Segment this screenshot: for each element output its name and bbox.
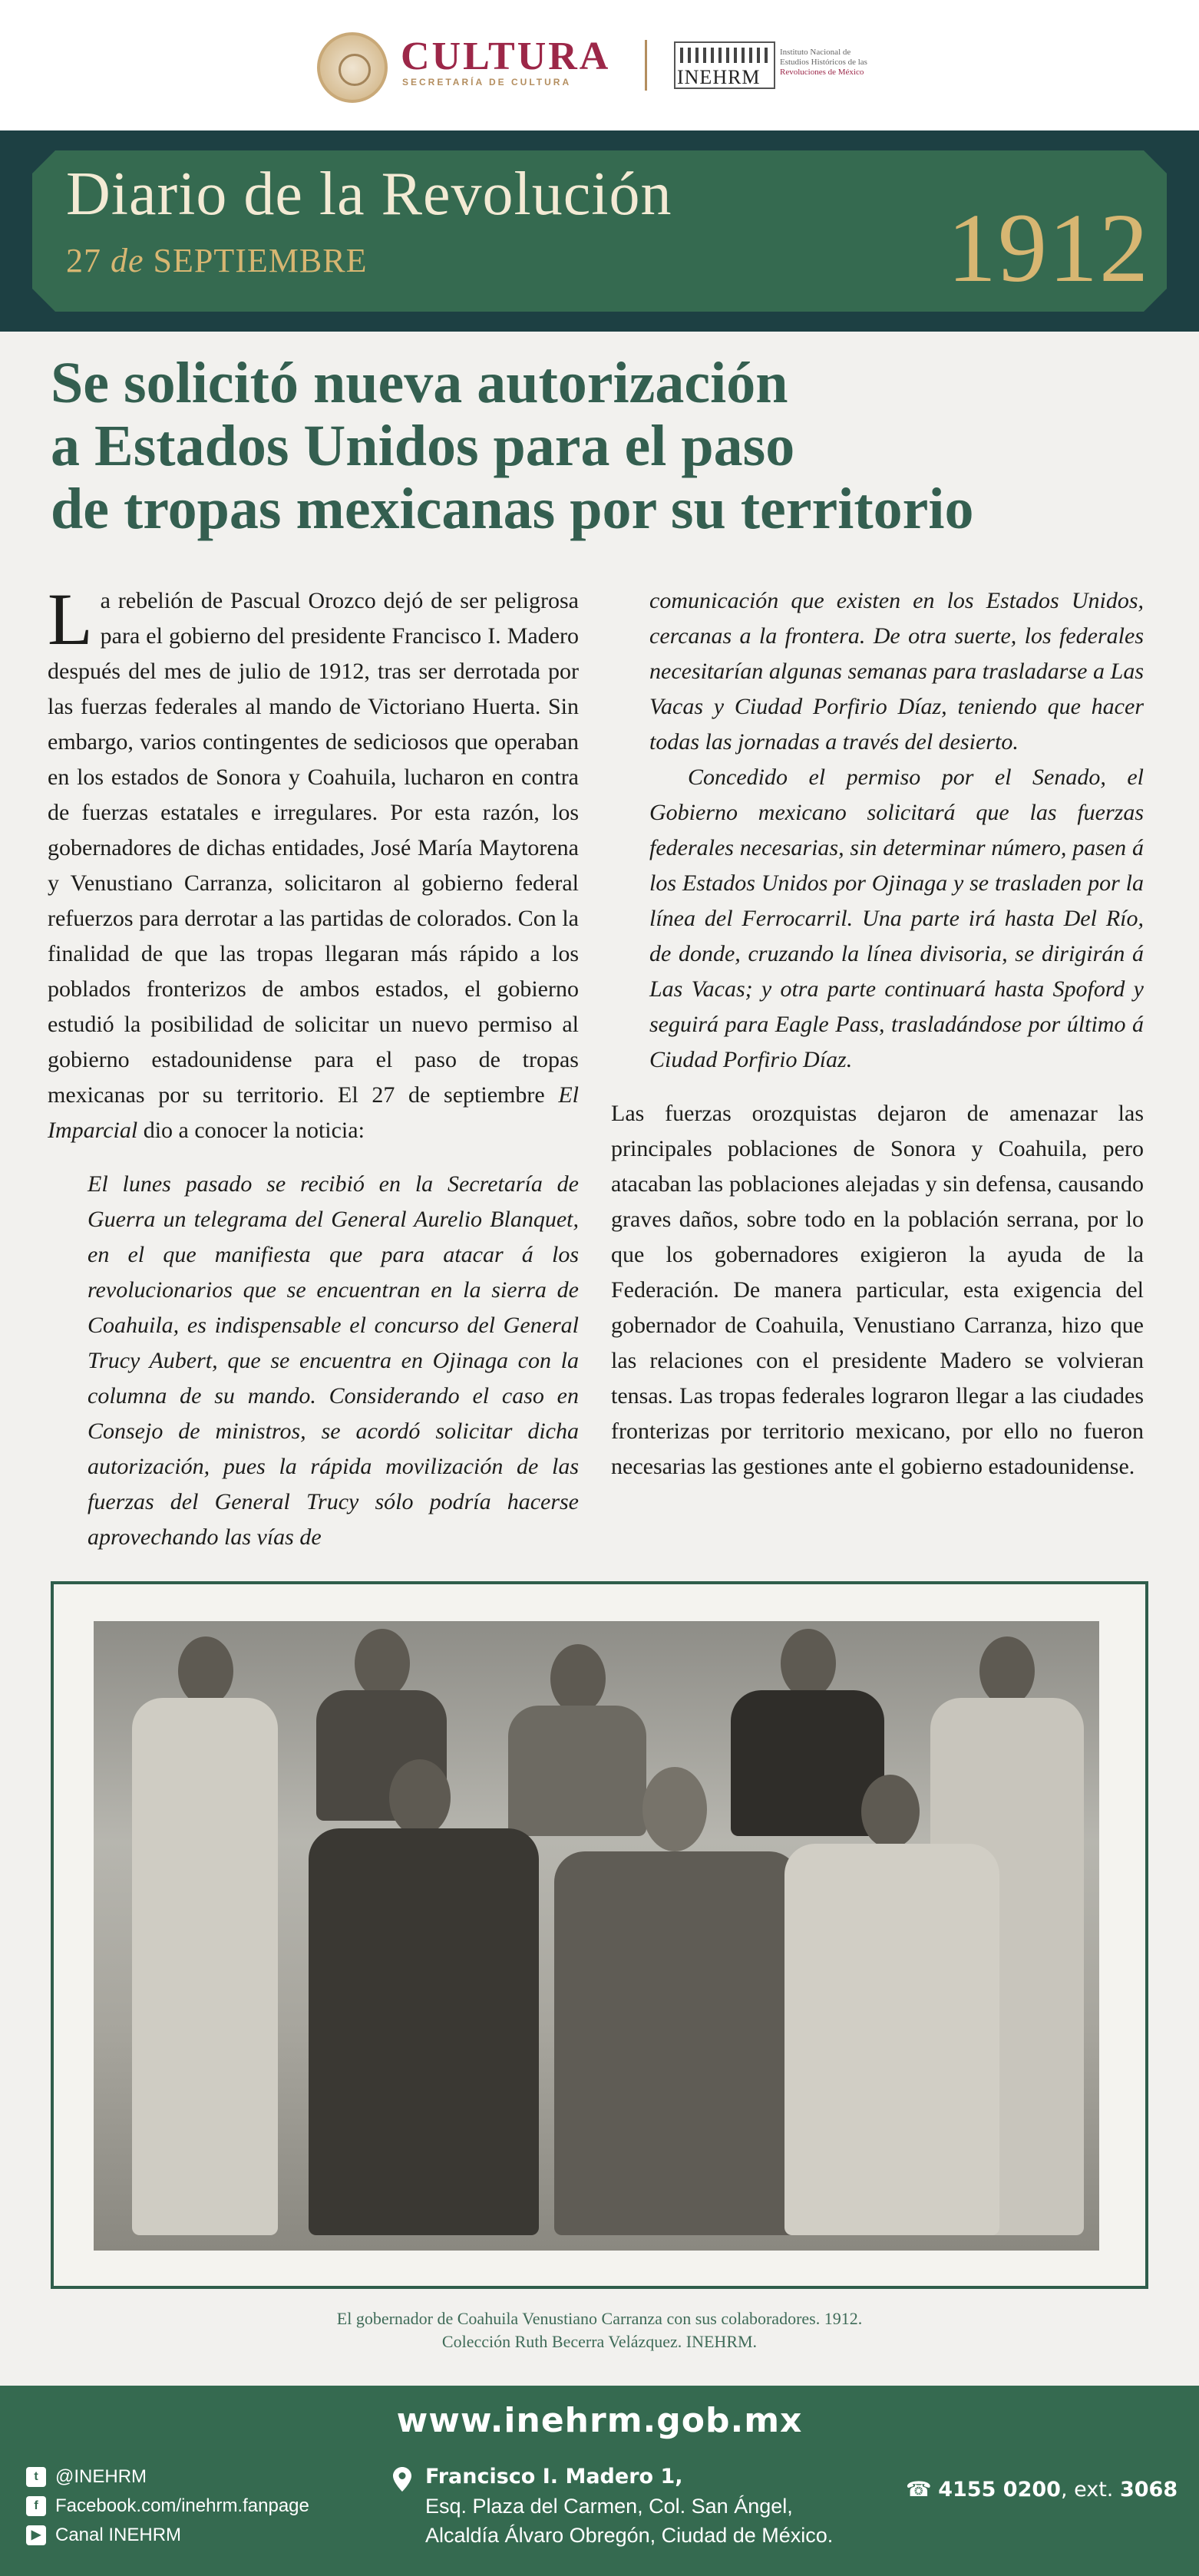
- block-quote-1-continued: comunicación que existen en los Estados Unidos, cercanas a la frontera. De otra suerte, los federales necesitarían algunas semanas para trasladarse a Las Vacas y Ciudad Porfirio Díaz, teniendo que hacer todas las jornadas a través del desierto.: [649, 588, 1144, 755]
- twitter-handle: @INEHRM: [55, 2466, 147, 2487]
- drop-cap: L: [48, 578, 93, 660]
- article-headline: [51, 352, 1156, 540]
- phone-icon: ☎: [906, 2478, 932, 2502]
- inehrm-logo-acronym: INEHRM: [677, 66, 761, 88]
- headline-line-1: Se solicitó nueva autorización: [51, 351, 788, 415]
- mexico-seal-icon: [317, 32, 388, 103]
- block-quote-2: Concedido el permiso por el Senado, el Gobierno mexicano solicitará que las fuerzas federales necesarias, sin determinar número, pasen á los Estados Unidos por Ojinaga y se trasladen por la línea del Ferrocarril. Una parte irá hasta Del Río, de donde, cruzando la línea divisoria, se dirigirán á Las Vacas; y otra parte continuará hasta Spoford y seguirá para Eagle Pass, trasladándose por último á Ciudad Porfirio Díaz.: [649, 765, 1144, 1072]
- address-line-2: Esq. Plaza del Carmen, Col. San Ángel,: [425, 2495, 793, 2518]
- banner-day: 27: [66, 242, 101, 279]
- inehrm-logo-text: [780, 48, 918, 78]
- address-block: [425, 2462, 833, 2550]
- inehrm-line-3: Revoluciones de México: [780, 68, 864, 77]
- facebook-icon: f: [26, 2496, 46, 2516]
- historical-group-photo: [94, 1621, 1099, 2251]
- banner-de: de: [111, 242, 144, 279]
- photo-figure: [124, 1636, 286, 2235]
- youtube-channel: Canal INEHRM: [55, 2525, 182, 2545]
- photo-figure: [554, 1767, 800, 2235]
- youtube-link[interactable]: [26, 2521, 309, 2550]
- cultura-logo-subtitle: SECRETARÍA DE CULTURA: [402, 77, 572, 88]
- location-pin-icon: [393, 2467, 411, 2492]
- article-paragraph-2: Las fuerzas orozquistas dejaron de amenazar las principales poblaciones de Sonora y Coahuila, pero atacaban las poblaciones alejadas y sin defensa, causando graves daños, sobre todo en la población serrana, por lo que los gobernadores exigieron la ayuda de la Federación. De manera particular, esta exigencia del gobernador de Coahuila, Venustiano Carranza, hizo que las relaciones con el presidente Madero se volvieran tensas. Las tropas federales lograron llegar a las ciudades fronterizas por territorio mexicano, por ello no fueron necesarias las gestiones ante el gobierno estadounidense.: [611, 1101, 1144, 1479]
- phone-extension: 3068: [1119, 2478, 1178, 2502]
- article-column-right: [611, 583, 1144, 1485]
- photo-figure: [784, 1775, 999, 2235]
- photo-caption: [0, 2307, 1199, 2353]
- caption-line-1: El gobernador de Coahuila Venustiano Carranza con sus colaboradores. 1912.: [336, 2309, 863, 2328]
- inehrm-line-1: Instituto Nacional de: [780, 48, 851, 57]
- website-link[interactable]: www.inehrm.gob.mx: [396, 2401, 803, 2440]
- address-line-3: Alcaldía Álvaro Obregón, Ciudad de México.: [425, 2524, 834, 2547]
- paragraph-1-text: a rebelión de Pascual Orozco dejó de ser peligrosa para el gobierno del presidente Francisco I. Madero después del mes de julio de 1912, tras ser derrotada por las fuerzas federales al mando de Victoriano Huerta. Sin embargo, varios contingentes de sediciosos que operaban en los estados de Sonora y Coahuila, lucharon en contra de fuerzas estatales e irregulares. Por esta razón, los gobernadores de dichas entidades, José María Maytorena y Venustiano Carranza, solicitaron al gobierno federal refuerzos para derrotar a las partidas de colorados. Con la finalidad de que las tropas llegaran más rápido a los poblados fronterizos de ambos estados, el gobierno estudió la posibilidad de solicitar un nuevo permiso al gobierno estadounidense para el paso de tropas mexicanas por su territorio. El 27 de septiembre: [48, 588, 579, 1108]
- banner-date: [66, 241, 367, 280]
- phone-number[interactable]: 4155 0200: [938, 2478, 1061, 2502]
- phone-ext-label: , ext.: [1060, 2478, 1114, 2502]
- social-links: [26, 2462, 309, 2550]
- facebook-url: Facebook.com/inehrm.fanpage: [55, 2495, 309, 2516]
- phone-block: [906, 2478, 1178, 2502]
- photo-figure: [309, 1759, 539, 2235]
- newspaper-name: El Imparcial: [48, 1082, 579, 1143]
- article-paragraph-1: [48, 578, 579, 1148]
- twitter-icon: t: [26, 2467, 46, 2487]
- inehrm-line-2: Estudios Históricos de las: [780, 58, 867, 67]
- headline-line-3: de tropas mexicanas por su territorio: [51, 477, 974, 541]
- headline-line-2: a Estados Unidos para el paso: [51, 414, 795, 478]
- banner-month: SEPTIEMBRE: [153, 242, 368, 279]
- twitter-link[interactable]: [26, 2462, 309, 2492]
- block-quote-1: El lunes pasado se recibió en la Secretaría de Guerra un telegrama del General Aurelio Blanquet, en el que manifiesta que para atacar á los revolucionarios que se encuentran en la sierra de Coahuila, es indispensable el concurso del General Trucy Aubert, que se encuentra en Ojinaga con la columna de su mando. Considerando el caso en Consejo de ministros, se acordó solicitar dicha autorización, pues la rápida movilización de las fuerzas del General Trucy sólo podría hacerse aprovechando las vías de: [88, 1171, 579, 1550]
- caption-line-2: Colección Ruth Becerra Velázquez. INEHRM.: [441, 2332, 758, 2351]
- youtube-icon: ▶: [26, 2525, 46, 2545]
- banner-title: Diario de la Revolución: [66, 160, 672, 228]
- address-line-1: Francisco I. Madero 1,: [425, 2465, 683, 2488]
- banner-year: 1912: [947, 193, 1150, 302]
- facebook-link[interactable]: [26, 2492, 309, 2521]
- article-column-left: [48, 578, 579, 1555]
- cultura-logo-title: CULTURA: [401, 35, 611, 78]
- paragraph-1-end: dio a conocer la noticia:: [143, 1118, 365, 1143]
- logo-divider: [645, 40, 647, 91]
